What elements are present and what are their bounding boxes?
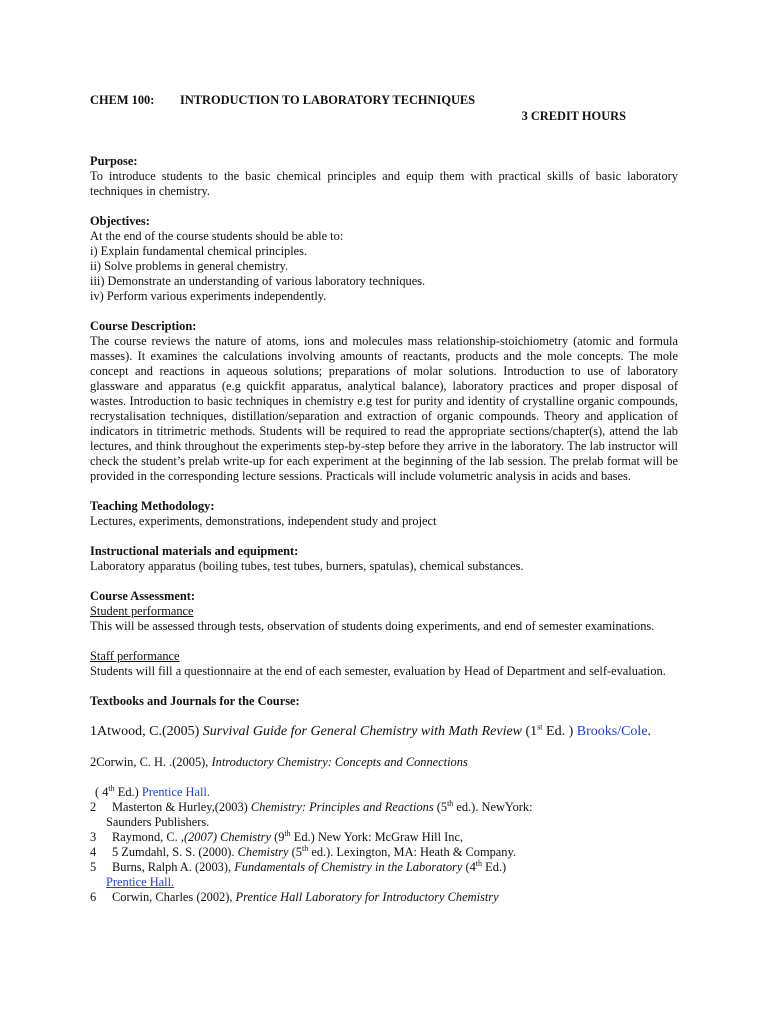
- ref-publisher-link[interactable]: Prentice Hall.: [141, 785, 210, 799]
- ref-title: Chemistry: Principles and Reactions: [250, 800, 434, 814]
- ref-title: Fundamentals of Chemistry in the Laboratory: [234, 860, 463, 874]
- ref-edition-sup: th: [108, 783, 115, 793]
- purpose-section: [90, 154, 678, 199]
- credit-hours: 3 CREDIT HOURS: [521, 109, 626, 123]
- ref-edition-sup: th: [301, 843, 309, 853]
- ref-author: 2Corwin, C. H. .(2005),: [90, 755, 212, 769]
- student-performance-label: Student performance: [90, 604, 194, 618]
- description-section: [90, 319, 678, 484]
- assessment-section: [90, 589, 678, 679]
- objective-item: i) Explain fundamental chemical principles.: [90, 244, 308, 258]
- description-text: The course reviews the nature of atoms, ions and molecules mass relationship-stoichiometry (atomic and formula masses). It examines the calculations involving amounts of reactants, products and the mole concepts. The mole concept and reactions in aqueous solutions; preparations of molar solutions. Introduction to use of laboratory glassware and apparatus (e.g quickfit apparatus, analytical balance), laboratory practices and proper disposal of wastes. Introduction to basic techniques in chemistry e.g test for purity and identity of crystalline organic compounds, recrystalisation techniques, distillation/separation and extraction of organic compounds. Theory and application of indicators in titrimetric methods. Students will be required to read the appropriate sections/chapter(s), attend the lab lectures, and think throughout the experiments step-by-step before they arrive in the laboratory. The lab instructor will check the student’s prelab write-up for each experiment at the beginning of the lab session. The prelab format will be provided in the corresponding lecture sessions. Practicals will include volumetric analysis in acids and bases.: [90, 334, 678, 483]
- methodology-section: [90, 499, 678, 529]
- methodology-text: Lectures, experiments, demonstrations, independent study and project: [90, 514, 437, 528]
- ref-edition-close: ed.). NewYork:: [453, 800, 533, 814]
- materials-text: Laboratory apparatus (boiling tubes, test tubes, burners, spatulas), chemical substances.: [90, 559, 524, 573]
- purpose-heading: Purpose:: [90, 154, 138, 168]
- reference-2: [90, 755, 678, 770]
- description-heading: Course Description:: [90, 319, 197, 333]
- course-title: INTRODUCTION TO LABORATORY TECHNIQUES: [180, 93, 476, 107]
- ref-edition-close: Ed.): [114, 785, 142, 799]
- ref-author: 5 Zumdahl, S. S. (2000).: [112, 845, 238, 859]
- list-item-continued: [90, 875, 678, 890]
- student-performance-text: This will be assessed through tests, observation of students doing experiments, and end of semester examinations.: [90, 619, 655, 633]
- objective-item: iii) Demonstrate an understanding of various laboratory techniques.: [90, 274, 426, 288]
- list-item-continued: Saunders Publishers.: [106, 815, 210, 829]
- ref-edition-close: Ed.) New York: McGraw Hill Inc,: [290, 830, 464, 844]
- objective-item: iv) Perform various experiments independently.: [90, 289, 327, 303]
- objective-item: ii) Solve problems in general chemistry.: [90, 259, 289, 273]
- ref-edition: (4: [462, 860, 476, 874]
- syllabus-content: [90, 93, 678, 905]
- ref-title: Survival Guide for General Chemistry with Math Review: [202, 724, 523, 739]
- methodology-heading: Teaching Methodology:: [90, 499, 215, 513]
- list-item: [90, 845, 678, 860]
- list-item: [90, 860, 678, 875]
- list-item: [90, 800, 678, 815]
- materials-heading: Instructional materials and equipment:: [90, 544, 299, 558]
- ref-title: Prentice Hall Laboratory for Introductory Chemistry: [235, 890, 499, 904]
- list-item: [90, 890, 678, 905]
- objectives-intro: At the end of the course students should be able to:: [90, 229, 344, 243]
- assessment-heading: Course Assessment:: [90, 589, 195, 603]
- course-code: CHEM 100:: [90, 93, 155, 107]
- textbooks-section: [90, 694, 678, 905]
- materials-section: [90, 544, 678, 574]
- ref-title: Introductory Chemistry: Concepts and Connections: [211, 755, 468, 769]
- ref-edition-sup: th: [447, 798, 454, 808]
- ref-author: Corwin, Charles (2002),: [112, 890, 236, 904]
- ref-edition: (5: [433, 800, 448, 814]
- reference-1: [90, 723, 678, 741]
- ref-edition-sup: th: [475, 858, 483, 868]
- staff-performance-label: Staff performance: [90, 649, 180, 663]
- ref-end: .: [647, 724, 652, 739]
- ref-author: Masterton & Hurley,(2003): [112, 800, 251, 814]
- ref-edition: (1: [522, 724, 538, 739]
- ref-edition-close: Ed. ): [542, 724, 577, 739]
- ref-edition: (5: [288, 845, 302, 859]
- list-number: 4: [90, 845, 97, 859]
- ref-edition-close: Ed.): [482, 860, 507, 874]
- ref-author: Raymond, C. ,: [112, 830, 184, 844]
- list-number: 2: [90, 800, 97, 814]
- ref-edition-close: ed.). Lexington, MA: Heath & Company.: [308, 845, 516, 859]
- ref-edition: (9: [271, 830, 285, 844]
- list-number: 3: [90, 830, 97, 844]
- ref-edition-sup: th: [284, 828, 291, 838]
- list-item: [90, 830, 678, 845]
- reference-2-edition: [90, 785, 678, 800]
- list-number: 5: [90, 860, 97, 874]
- textbooks-heading: Textbooks and Journals for the Course:: [90, 694, 300, 708]
- ref-author: 1Atwood, C.(2005): [90, 724, 203, 739]
- ref-author: Burns, Ralph A. (2003),: [112, 860, 235, 874]
- course-header: [90, 93, 678, 108]
- list-number: 6: [90, 890, 97, 904]
- staff-performance-text: Students will fill a questionnaire at the end of each semester, evaluation by Head of Department and self-evaluation.: [90, 664, 666, 678]
- ref-publisher-link[interactable]: Prentice Hall.: [106, 875, 175, 889]
- ref-publisher-link[interactable]: Brooks/Cole: [576, 724, 648, 739]
- objectives-section: [90, 214, 678, 304]
- objectives-heading: Objectives:: [90, 214, 150, 228]
- ref-edition: ( 4: [95, 785, 109, 799]
- ref-edition-sup: st: [537, 722, 543, 732]
- ref-title: (2007) Chemistry: [183, 830, 272, 844]
- ref-title: Chemistry: [237, 845, 289, 859]
- purpose-text: To introduce students to the basic chemical principles and equip them with practical skills of basic laboratory techniques in chemistry.: [90, 169, 678, 198]
